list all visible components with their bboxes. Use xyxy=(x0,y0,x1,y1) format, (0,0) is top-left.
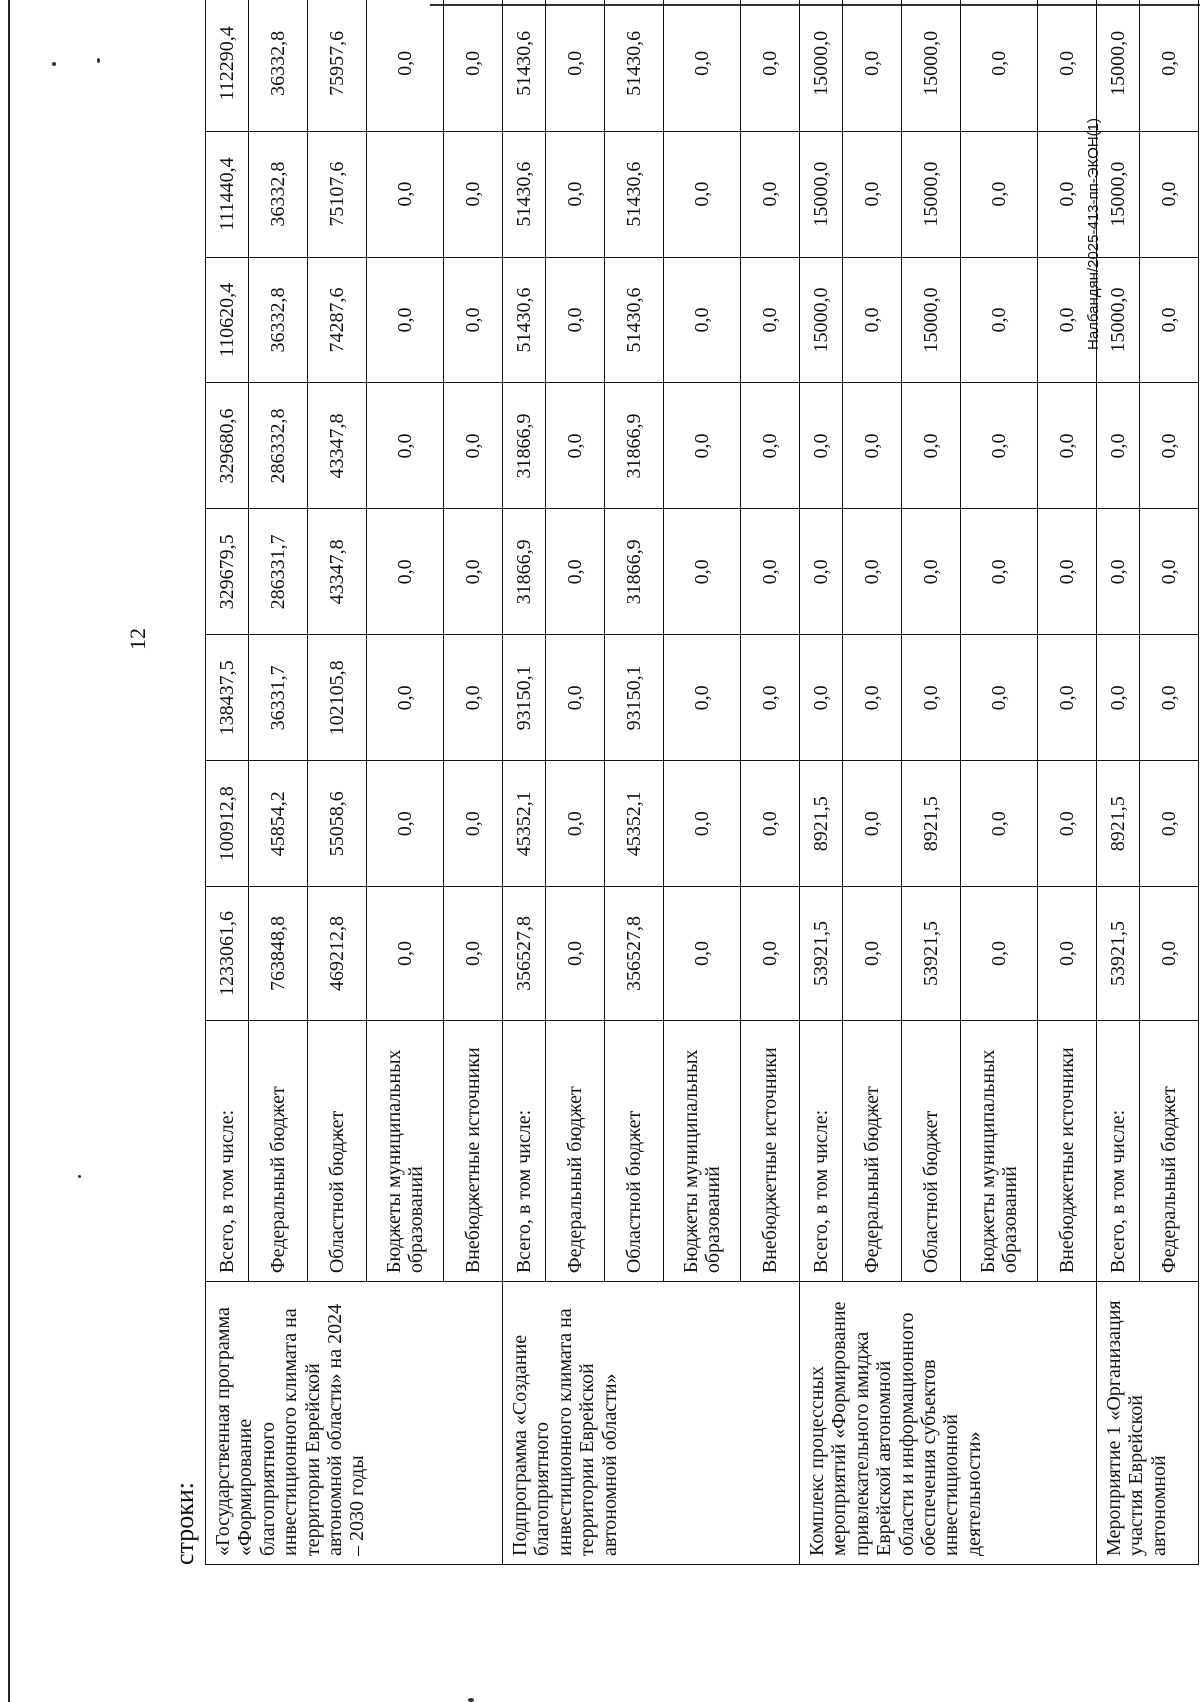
amount-cell: 0,0 xyxy=(546,257,605,383)
amount-cell: 329679,5 xyxy=(206,509,249,635)
rows-label: строки: xyxy=(170,1482,199,1565)
amount-cell: 15000,0 xyxy=(902,131,961,257)
amount-cell: 43347,8 xyxy=(308,383,367,509)
amount-cell: 0,0 xyxy=(546,887,605,1020)
amount-cell: 0,0 xyxy=(444,0,503,131)
amount-cell: 15000,0 xyxy=(902,0,961,131)
scan-speck xyxy=(78,1175,81,1178)
funding-source-cell: Федеральный бюджет xyxy=(249,1020,308,1282)
amount-cell: 0,0 xyxy=(741,509,800,635)
amount-cell: 469212,8 xyxy=(308,887,367,1020)
amount-cell: 0,0 xyxy=(1097,383,1140,509)
amount-cell: 45352,1 xyxy=(503,761,546,887)
amount-cell: 0,0 xyxy=(1038,257,1097,383)
program-name-cell: Мероприятие 1 «Организация участия Еврейской автономной xyxy=(1097,1282,1199,1565)
amount-cell: 111440,4 xyxy=(206,131,249,257)
amount-cell: 0,0 xyxy=(843,383,902,509)
amount-cell: 0,0 xyxy=(1140,257,1199,383)
amount-cell: 0,0 xyxy=(444,635,503,761)
amount-cell: 0,0 xyxy=(664,131,741,257)
amount-cell: 0,0 xyxy=(1038,509,1097,635)
amount-cell: 0,0 xyxy=(546,131,605,257)
amount-cell: 0,0 xyxy=(741,635,800,761)
amount-cell: 0,0 xyxy=(1140,0,1199,131)
amount-cell: 0,0 xyxy=(902,383,961,509)
funding-source-cell: Бюджеты муниципальных образований xyxy=(367,1020,444,1282)
amount-cell: 15000,0 xyxy=(800,131,843,257)
amount-cell: 45854,2 xyxy=(249,761,308,887)
amount-cell: 1233061,6 xyxy=(206,887,249,1020)
amount-cell: 110620,4 xyxy=(206,257,249,383)
amount-cell: 0,0 xyxy=(664,761,741,887)
amount-cell: 0,0 xyxy=(800,509,843,635)
amount-cell: 0,0 xyxy=(664,383,741,509)
amount-cell: 0,0 xyxy=(961,257,1038,383)
amount-cell: 0,0 xyxy=(1140,509,1199,635)
amount-cell: 286332,8 xyxy=(249,383,308,509)
amount-cell: 8921,5 xyxy=(1097,761,1140,887)
funding-source-cell: Областной бюджет xyxy=(902,1020,961,1282)
amount-cell: 0,0 xyxy=(843,761,902,887)
amount-cell: 0,0 xyxy=(961,887,1038,1020)
amount-cell: 51430,6 xyxy=(503,131,546,257)
amount-cell: 0,0 xyxy=(546,635,605,761)
funding-source-cell: Федеральный бюджет xyxy=(843,1020,902,1282)
scan-speck xyxy=(52,62,56,66)
amount-cell: 0,0 xyxy=(902,509,961,635)
amount-cell: 0,0 xyxy=(367,509,444,635)
amount-cell: 356527,8 xyxy=(605,887,664,1020)
amount-cell: 0,0 xyxy=(444,131,503,257)
funding-source-cell: Всего, в том числе: xyxy=(800,1020,843,1282)
amount-cell: 45352,1 xyxy=(605,761,664,887)
amount-cell: 74287,6 xyxy=(308,257,367,383)
amount-cell: 15000,0 xyxy=(1097,131,1140,257)
funding-source-cell: Внебюджетные источники xyxy=(444,1020,503,1282)
amount-cell: 0,0 xyxy=(961,383,1038,509)
funding-source-cell: Всего, в том числе: xyxy=(503,1020,546,1282)
amount-cell: 0,0 xyxy=(546,383,605,509)
amount-cell: 36332,8 xyxy=(249,131,308,257)
amount-cell: 53921,5 xyxy=(1097,887,1140,1020)
amount-cell: 0,0 xyxy=(546,761,605,887)
amount-cell: 0,0 xyxy=(843,0,902,131)
amount-cell: 0,0 xyxy=(843,635,902,761)
table-row xyxy=(503,0,546,1565)
amount-cell: 0,0 xyxy=(367,761,444,887)
amount-cell: 0,0 xyxy=(843,257,902,383)
amount-cell: 0,0 xyxy=(546,509,605,635)
amount-cell: 36331,7 xyxy=(249,635,308,761)
amount-cell: 0,0 xyxy=(961,509,1038,635)
table-row xyxy=(206,0,249,1565)
funding-source-cell: Внебюджетные источники xyxy=(1038,1020,1097,1282)
amount-cell: 93150,1 xyxy=(503,635,546,761)
amount-cell: 0,0 xyxy=(1140,383,1199,509)
amount-cell: 0,0 xyxy=(843,887,902,1020)
amount-cell: 102105,8 xyxy=(308,635,367,761)
funding-source-cell: Федеральный бюджет xyxy=(546,1020,605,1282)
amount-cell: 15000,0 xyxy=(1097,0,1140,131)
amount-cell: 15000,0 xyxy=(800,0,843,131)
document-reference: Налбандян/2025-413-пп-ЭКОН(1) xyxy=(1085,118,1102,350)
amount-cell: 0,0 xyxy=(367,635,444,761)
amount-cell: 0,0 xyxy=(961,635,1038,761)
amount-cell: 0,0 xyxy=(367,383,444,509)
amount-cell: 75107,6 xyxy=(308,131,367,257)
amount-cell: 0,0 xyxy=(1140,131,1199,257)
amount-cell: 286331,7 xyxy=(249,509,308,635)
amount-cell: 0,0 xyxy=(367,131,444,257)
amount-cell: 0,0 xyxy=(367,887,444,1020)
amount-cell: 0,0 xyxy=(664,887,741,1020)
program-name-cell: Комплекс процессных мероприятий «Формирование привлекательного имиджа Еврейской автономной области и информационного обеспечения субъектов инвестиционной деятельности» xyxy=(800,1282,1097,1565)
amount-cell: 100912,8 xyxy=(206,761,249,887)
amount-cell: 31866,9 xyxy=(503,383,546,509)
amount-cell: 15000,0 xyxy=(800,257,843,383)
scan-speck xyxy=(468,1698,474,1702)
amount-cell: 8921,5 xyxy=(902,761,961,887)
amount-cell: 75957,6 xyxy=(308,0,367,131)
page-number: 12 xyxy=(125,628,150,650)
amount-cell: 0,0 xyxy=(961,0,1038,131)
funding-source-cell: Бюджеты муниципальных образований xyxy=(664,1020,741,1282)
amount-cell: 31866,9 xyxy=(605,509,664,635)
amount-cell: 0,0 xyxy=(1140,761,1199,887)
amount-cell: 93150,1 xyxy=(605,635,664,761)
amount-cell: 15000,0 xyxy=(902,257,961,383)
amount-cell: 55058,6 xyxy=(308,761,367,887)
amount-cell: 763848,8 xyxy=(249,887,308,1020)
amount-cell: 0,0 xyxy=(1038,635,1097,761)
document-page xyxy=(95,0,1180,1565)
amount-cell: 0,0 xyxy=(1038,761,1097,887)
amount-cell: 0,0 xyxy=(902,635,961,761)
amount-cell: 0,0 xyxy=(1097,509,1140,635)
funding-source-cell: Федеральный бюджет xyxy=(1140,1020,1199,1282)
amount-cell: 0,0 xyxy=(800,635,843,761)
table-row xyxy=(800,0,843,1565)
amount-cell: 0,0 xyxy=(444,761,503,887)
amount-cell: 0,0 xyxy=(800,383,843,509)
amount-cell: 51430,6 xyxy=(503,0,546,131)
amount-cell: 0,0 xyxy=(1038,131,1097,257)
amount-cell: 0,0 xyxy=(664,509,741,635)
amount-cell: 8921,5 xyxy=(800,761,843,887)
financing-table xyxy=(205,0,1199,1565)
amount-cell: 0,0 xyxy=(1140,887,1199,1020)
amount-cell: 51430,6 xyxy=(605,0,664,131)
amount-cell: 0,0 xyxy=(961,761,1038,887)
amount-cell: 0,0 xyxy=(741,383,800,509)
amount-cell: 51430,6 xyxy=(605,131,664,257)
program-name-cell: «Государственная программа «Формирование благоприятного инвестиционного климата на территории Еврейской автономной области» на 2024 – 2030 годы xyxy=(206,1282,503,1565)
amount-cell: 53921,5 xyxy=(902,887,961,1020)
amount-cell: 31866,9 xyxy=(503,509,546,635)
amount-cell: 0,0 xyxy=(546,0,605,131)
amount-cell: 356527,8 xyxy=(503,887,546,1020)
amount-cell: 138437,5 xyxy=(206,635,249,761)
amount-cell: 31866,9 xyxy=(605,383,664,509)
amount-cell: 0,0 xyxy=(741,887,800,1020)
amount-cell: 0,0 xyxy=(1140,635,1199,761)
amount-cell: 0,0 xyxy=(367,257,444,383)
amount-cell: 0,0 xyxy=(1097,635,1140,761)
amount-cell: 0,0 xyxy=(843,131,902,257)
amount-cell: 329680,6 xyxy=(206,383,249,509)
amount-cell: 51430,6 xyxy=(503,257,546,383)
amount-cell: 0,0 xyxy=(741,257,800,383)
funding-source-cell: Областной бюджет xyxy=(605,1020,664,1282)
funding-source-cell: Областной бюджет xyxy=(308,1020,367,1282)
page-edge xyxy=(8,0,10,1702)
amount-cell: 0,0 xyxy=(741,131,800,257)
amount-cell: 36332,8 xyxy=(249,257,308,383)
amount-cell: 0,0 xyxy=(1038,383,1097,509)
amount-cell: 0,0 xyxy=(843,509,902,635)
amount-cell: 0,0 xyxy=(444,383,503,509)
amount-cell: 0,0 xyxy=(444,509,503,635)
amount-cell: 0,0 xyxy=(444,887,503,1020)
funding-source-cell: Всего, в том числе: xyxy=(1097,1020,1140,1282)
amount-cell: 0,0 xyxy=(367,0,444,131)
amount-cell: 53921,5 xyxy=(800,887,843,1020)
funding-source-cell: Всего, в том числе: xyxy=(206,1020,249,1282)
amount-cell: 0,0 xyxy=(664,635,741,761)
amount-cell: 0,0 xyxy=(741,761,800,887)
amount-cell: 15000,0 xyxy=(1097,257,1140,383)
funding-source-cell: Бюджеты муниципальных образований xyxy=(961,1020,1038,1282)
amount-cell: 112290,4 xyxy=(206,0,249,131)
amount-cell: 0,0 xyxy=(1038,0,1097,131)
amount-cell: 0,0 xyxy=(1038,887,1097,1020)
amount-cell: 51430,6 xyxy=(605,257,664,383)
amount-cell: 0,0 xyxy=(664,257,741,383)
amount-cell: 0,0 xyxy=(741,0,800,131)
funding-source-cell: Внебюджетные источники xyxy=(741,1020,800,1282)
table-row xyxy=(1097,0,1140,1565)
amount-cell: 36332,8 xyxy=(249,0,308,131)
amount-cell: 0,0 xyxy=(664,0,741,131)
amount-cell: 0,0 xyxy=(961,131,1038,257)
program-name-cell: Подпрограмма «Создание благоприятного инвестиционного климата на территории Еврейской автономной области» xyxy=(503,1282,800,1565)
amount-cell: 0,0 xyxy=(444,257,503,383)
amount-cell: 43347,8 xyxy=(308,509,367,635)
